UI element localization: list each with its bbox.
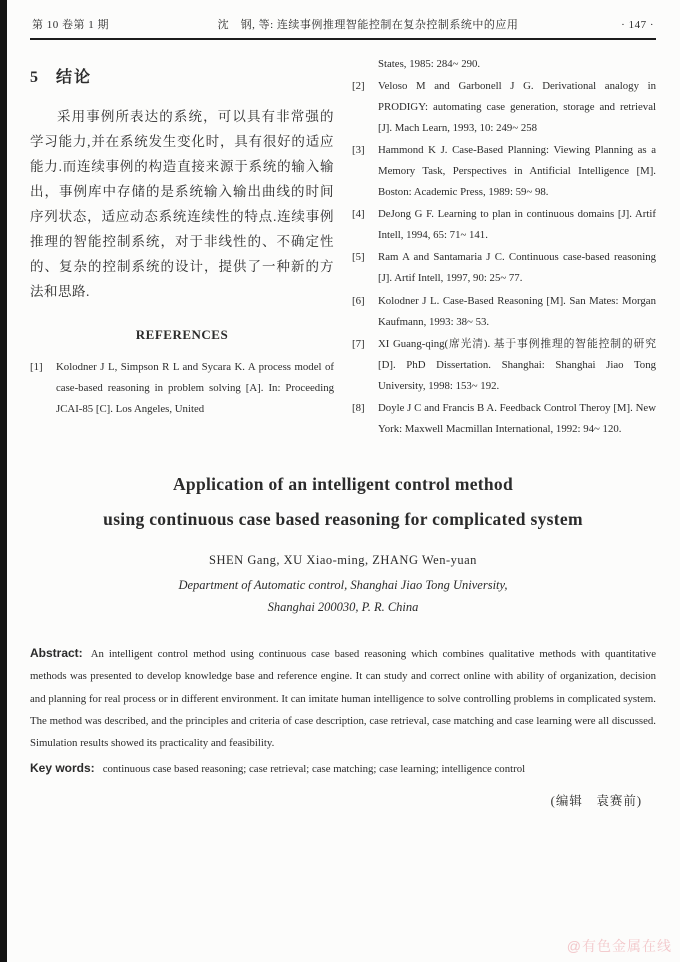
article-title [30,467,656,537]
abstract-paragraph [30,641,656,754]
abstract-text: An intelligent control method using continuous case based reasoning which combines qualitative methods with quantitative methods was presented to develop knowledge base and reference engine. It can study and correct online with ability of organization, decision and planning for real process or in different environment. It can imitate human intelligence to solve controlling problems in complicated system. The method was described, and the principles and criteria of case description, case retrieval, case matching and case learning were all discussed. Simulation results showed its practicality and feasibility. [30,647,656,749]
affiliation-line2: Shanghai 200030, P. R. China [267,600,419,615]
references-heading: REFERENCES [135,326,229,342]
reference-text: Veloso M and Garbonell J G. Derivational analogy in PRODIGY: automating case generation, storage and retrieval [J]. Mach Learn, 1993, 10: 249~ 258 [378,80,656,135]
keywords-label: Key words: [30,760,95,775]
reference-item-1 [30,357,334,420]
abstract-label: Abstract: [30,645,83,660]
scan-edge-artifact [0,0,7,962]
volume-issue: 第 10 卷第 1 期 [32,19,109,31]
reference-item-2 [352,76,656,139]
affiliation-line1: Department of Automatic control, Shanghai Jiao Tong University, [178,577,508,592]
reference-text: Ram A and Santamaria J C. Continuous case-based reasoning [J]. Artif Intell, 1997, 90: 25~ 77. [378,251,656,285]
affiliation [30,574,656,619]
reference-text: Hammond K J. Case-Based Planning: Viewing Planning as a Memory Task, Perspectives in Antificial Intelligence [M]. Boston: Academic Press, 1989: 59~ 98. [378,144,656,199]
reference-number: [8] [352,401,365,414]
running-title: 沈 钢, 等: 连续事例推理智能控制在复杂控制系统中的应用 [217,19,519,31]
reference-text: States, 1985: 284~ 290. [378,58,481,70]
section-number: 5 [30,69,38,86]
reference-item-3 [352,140,656,203]
article-title-line2: using continuous case based reasoning for complicated system [103,508,583,529]
conclusion-heading [30,64,334,87]
site-watermark: @有色金属在线 [566,938,672,954]
reference-item-8 [352,398,656,440]
english-article-block [30,467,656,809]
article-title-line1: Application of an intelligent control method [172,473,514,494]
reference-number: [7] [352,337,365,350]
section-title: 结论 [56,69,93,86]
two-column-body [30,54,656,441]
running-header [30,12,656,40]
keywords-text: continuous case based reasoning; case retrieval; case matching; case learning; intelligence control [102,762,526,775]
reference-text: Kolodner J L, Simpson R L and Sycara K. A process model of case-based reasoning in problem solving [A]. In: Proceeding JCAI-85 [C]. Los Angeles, United [56,360,334,415]
conclusion-paragraph: 采用事例所表达的系统，可以具有非常强的学习能力,并在系统发生变化时，具有很好的适应能力.而连续事例的构造直接来源于系统的输入输出，事例库中存储的是系统输入输出曲线的时间序列状态，适应动态系统连续性的特点.连续事例推理的智能控制系统，对于非线性的、不确定性的、复杂的控制系统的设计，提供了一种新的方法和思路. [30,109,334,299]
reference-text: Doyle J C and Francis B A. Feedback Control Theroy [M]. New York: Maxwell Macmillan International, 1992: 94~ 120. [378,401,656,435]
editor-credit: (编辑 袁赛前) [550,793,642,808]
keywords-line [30,756,656,781]
reference-item-4 [352,204,656,246]
authors-line: SHEN Gang, XU Xiao-ming, ZHANG Wen-yuan [209,552,477,567]
reference-number: [2] [352,80,365,93]
reference-item-1-continuation [352,54,656,75]
reference-item-7 [352,334,656,397]
reference-number [352,54,378,75]
right-column [352,54,656,441]
reference-number: [5] [352,251,365,264]
reference-number: [4] [352,208,365,221]
reference-item-6 [352,291,656,333]
reference-text: XI Guang-qing(席光清). 基于事例推理的智能控制的研究[D]. PhD Dissertation. Shanghai: Shanghai Jiao Tong University, 1998: 153~ 192. [378,337,656,392]
reference-number: [6] [352,294,365,307]
left-column [30,54,334,441]
page-number: · 147 · [621,19,654,31]
reference-item-5 [352,247,656,289]
reference-text: DeJong G F. Learning to plan in continuous domains [J]. Artif Intell, 1994, 65: 71~ 141. [378,208,656,242]
reference-number: [3] [352,144,365,157]
reference-number: [1] [30,360,43,373]
reference-text: Kolodner J L. Case-Based Reasoning [M]. San Mates: Morgan Kaufmann, 1993: 38~ 53. [378,294,656,328]
